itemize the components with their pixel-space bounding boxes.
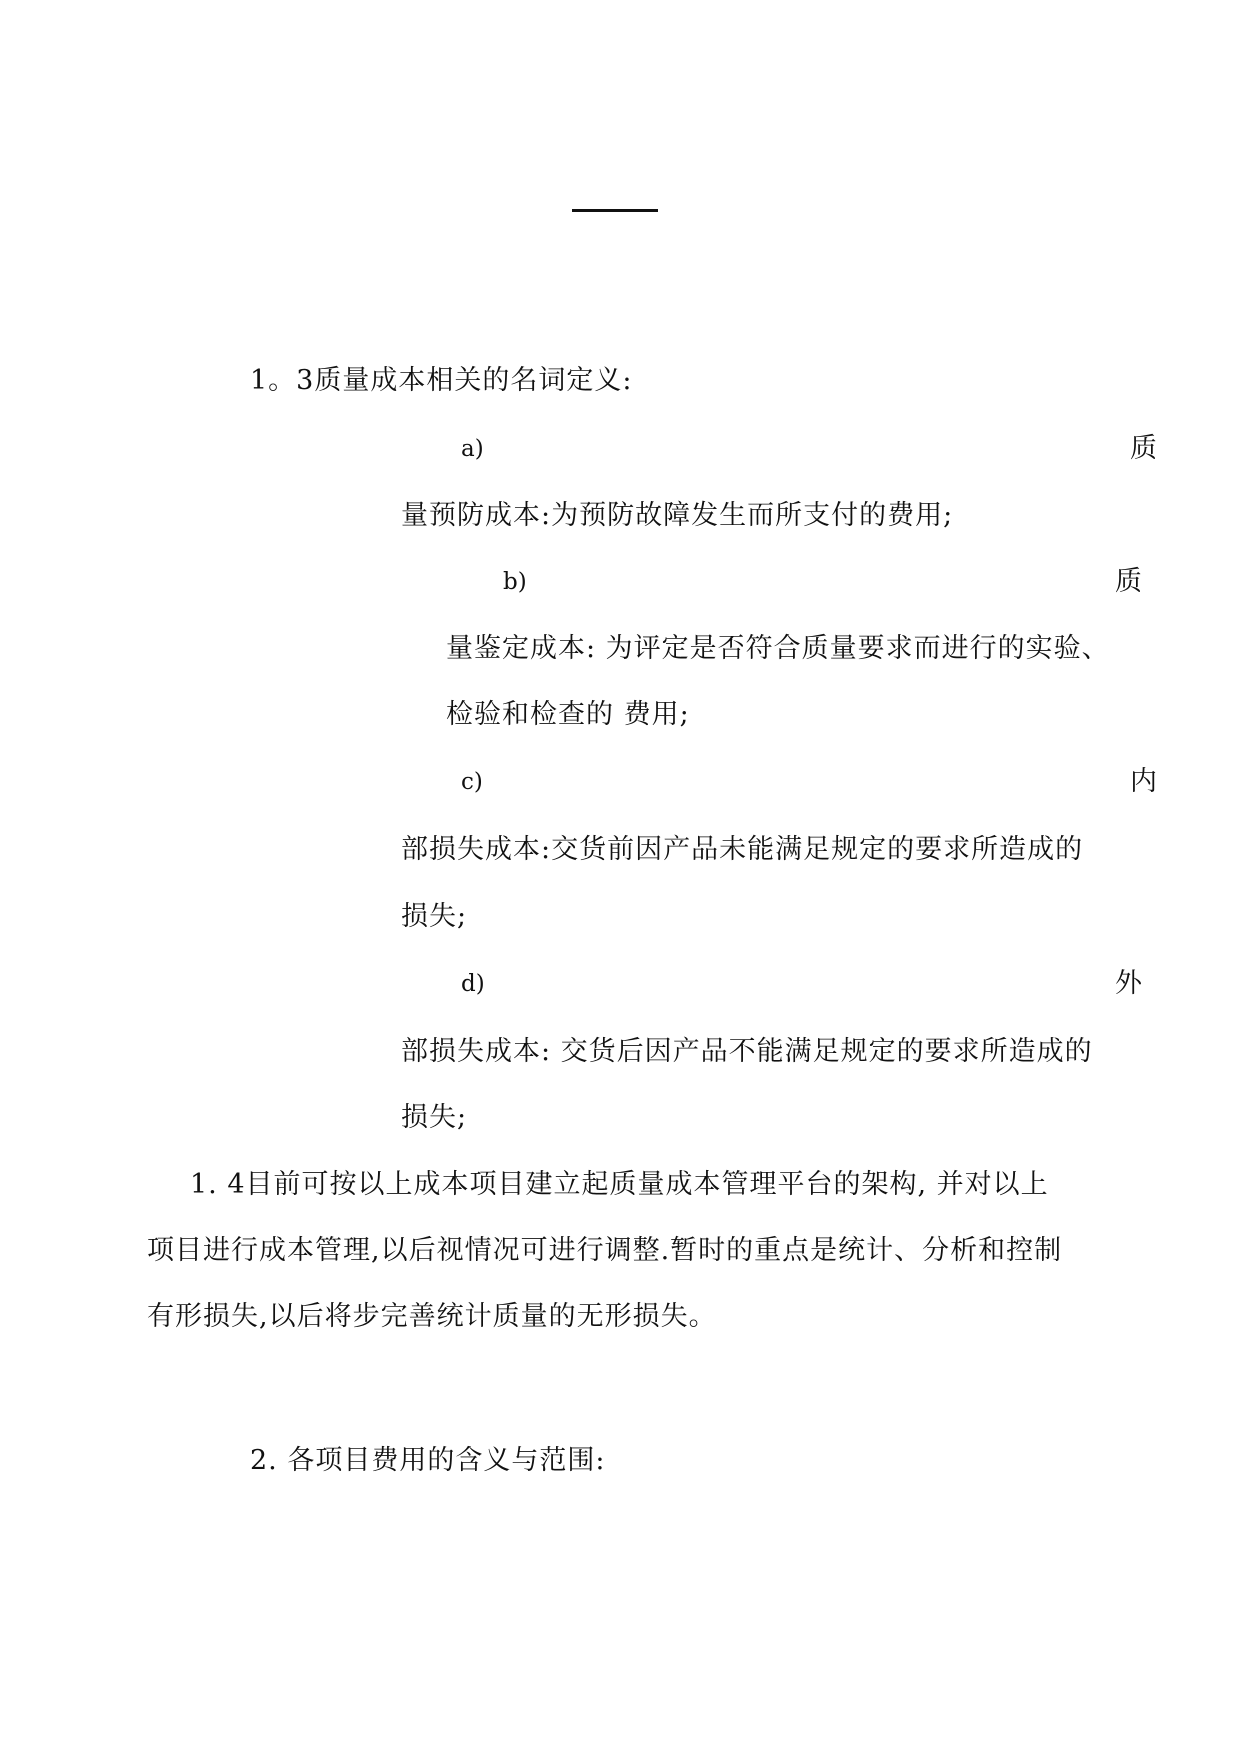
item-b-text-line: 量鉴定成本: 为评定是否符合质量要求而进行的实验、 xyxy=(446,633,1110,664)
item-b-first-char: 质 xyxy=(1115,566,1142,597)
item-d-text-line: 部损失成本: 交货后因产品不能满足规定的要求所造成的 xyxy=(401,1036,1093,1067)
item-a-text-line: 量预防成本:为预防故障发生而所支付的费用; xyxy=(401,500,954,531)
item-a-first-char: 质 xyxy=(1130,433,1157,464)
item-c-label: c) xyxy=(461,769,483,795)
item-d-label: d) xyxy=(461,971,485,997)
item-c-text-line: 损失; xyxy=(401,901,468,932)
item-d-text-line: 损失; xyxy=(401,1102,468,1133)
section-1-4-line: 有形损失,以后将步完善统计质量的无形损失。 xyxy=(147,1301,717,1332)
item-d-first-char: 外 xyxy=(1115,968,1142,999)
item-c-first-char: 内 xyxy=(1130,766,1157,797)
item-c-text-line: 部损失成本:交货前因产品未能满足规定的要求所造成的 xyxy=(401,834,1084,865)
section-1-4-line: 项目进行成本管理,以后视情况可进行调整.暂时的重点是统计、分析和控制 xyxy=(147,1235,1063,1266)
section-1-4-line: 1. 4目前可按以上成本项目建立起质量成本管理平台的架构, 并对以上 xyxy=(190,1169,1049,1200)
header-rule xyxy=(572,209,658,212)
section-2-heading: 2. 各项目费用的含义与范围: xyxy=(250,1445,606,1476)
item-b-text-line: 检验和检查的 费用; xyxy=(446,699,690,730)
section-1-3-heading: 1。3质量成本相关的名词定义: xyxy=(250,365,633,396)
item-a-label: a) xyxy=(461,436,484,462)
item-b-label: b) xyxy=(503,569,527,595)
